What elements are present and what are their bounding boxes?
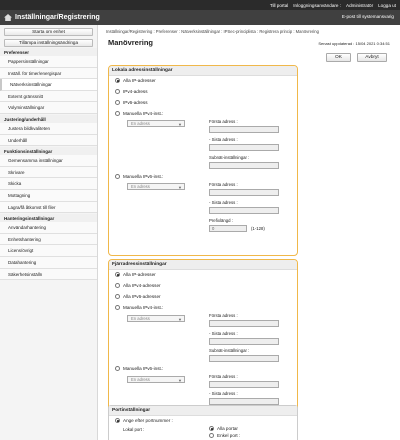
select-value: En adress	[131, 377, 150, 382]
local-ipv4-type-select[interactable]	[127, 120, 185, 127]
last-updated: Senast uppdaterad : 15/04 2021 0:34:51	[318, 41, 390, 46]
remote-last6-input[interactable]	[209, 398, 279, 405]
remote-first6-label: Första adress :	[209, 374, 238, 379]
radio-icon[interactable]	[115, 78, 120, 83]
local-opt-manual-ipv4[interactable]	[115, 111, 163, 116]
local-subnet-input[interactable]	[209, 162, 279, 169]
remote-last6-label: - Sista adress :	[209, 391, 238, 396]
sidebar-item[interactable]: Gemensamma inställningar	[0, 155, 97, 167]
home-icon[interactable]	[4, 14, 12, 21]
select-value: En adress	[131, 184, 150, 189]
section-header: Fjärradressinställningar	[109, 260, 297, 270]
sidebar-item[interactable]: Pappersinställningar	[0, 56, 97, 68]
logout-link[interactable]: Logga ut	[378, 2, 396, 8]
login-user-label: Inloggningsanvändare :	[293, 2, 342, 8]
restart-device-button[interactable]: Starta om enhet	[4, 28, 93, 36]
radio-label: Alla IPv4-adresser	[123, 283, 161, 288]
radio-icon[interactable]	[209, 433, 214, 438]
remote-first-label: Första adress :	[209, 313, 238, 318]
radio-icon[interactable]	[115, 174, 120, 179]
local-last6-input[interactable]	[209, 207, 279, 214]
sidebar-menu	[0, 48, 97, 280]
sidebar-item[interactable]: Lagra/få åtkomst till filer	[0, 202, 97, 214]
local-port-label: Lokal port :	[123, 427, 145, 432]
main-content	[106, 25, 400, 440]
local-address-section	[108, 65, 298, 256]
radio-label: Ange efter portnummer :	[123, 418, 173, 423]
section-header: Lokala adressinställningar	[109, 66, 297, 76]
radio-icon[interactable]	[115, 89, 120, 94]
chevron-down-icon: ▼	[178, 185, 182, 190]
page-title: Manövrering	[108, 38, 154, 47]
radio-icon[interactable]	[115, 294, 120, 299]
port-opt-single[interactable]	[209, 433, 240, 438]
apply-settings-button[interactable]: Tillämpa inställningsändringa	[4, 39, 93, 47]
remote-first6-input[interactable]	[209, 381, 279, 388]
radio-label: Manuella IPv6-inst.:	[123, 366, 164, 371]
local-last-label: - Sista adress :	[209, 137, 238, 142]
radio-label: Alla IPv6-adresser	[123, 294, 161, 299]
remote-opt-ipv6[interactable]	[115, 294, 161, 299]
user-role: Administratör	[346, 2, 374, 8]
radio-label: Enkel port :	[217, 433, 241, 438]
local-opt-manual-ipv6[interactable]	[115, 174, 163, 179]
select-value: En adress	[131, 316, 150, 321]
sidebar-item[interactable]: Enhetshantering	[0, 234, 97, 246]
radio-label: IPv6-adress	[123, 100, 148, 105]
remote-last-label: - Sista adress :	[209, 331, 238, 336]
top-bar	[0, 0, 400, 10]
radio-label: Manuella IPv4-inst.:	[123, 305, 164, 310]
remote-address-section	[108, 259, 298, 426]
select-value: En adress	[131, 121, 150, 126]
radio-icon[interactable]	[209, 426, 214, 431]
section-header: Portinställningar	[109, 406, 297, 416]
radio-label: Manuella IPv4-inst.:	[123, 111, 164, 116]
sidebar-item[interactable]: Skicka	[0, 178, 97, 190]
radio-icon[interactable]	[115, 418, 120, 423]
radio-icon[interactable]	[115, 100, 120, 105]
local-last-input[interactable]	[209, 144, 279, 151]
local-prefix-range: (1-128)	[251, 226, 265, 231]
sidebar-item[interactable]: Nätverksinställningar	[0, 79, 97, 91]
portal-link[interactable]: Till portal	[269, 2, 289, 8]
local-prefix-input[interactable]: 0	[209, 225, 247, 232]
radio-icon[interactable]	[115, 272, 120, 277]
sidebar-section-head: Hanteringsinställningar	[0, 214, 97, 222]
sidebar-item[interactable]: Mottagning	[0, 190, 97, 202]
radio-icon[interactable]	[115, 111, 120, 116]
local-first-input[interactable]	[209, 126, 279, 133]
remote-first-input[interactable]	[209, 320, 279, 327]
sidebar-item[interactable]: Säkerhetsinställn	[0, 269, 97, 281]
local-prefix-label: Prefixlängd :	[209, 218, 233, 223]
remote-subnet-input[interactable]	[209, 355, 279, 362]
port-section	[108, 405, 298, 440]
remote-ipv4-type-select[interactable]	[127, 315, 185, 322]
sidebar-item[interactable]: Licens/övrigt	[0, 245, 97, 257]
sidebar-section-head: Funktionsinställningar	[0, 147, 97, 155]
sidebar-section-head: Preferenser	[0, 48, 97, 56]
radio-label: IPv4-adress	[123, 89, 148, 94]
port-opt-number[interactable]	[115, 418, 173, 423]
chevron-down-icon: ▼	[178, 122, 182, 127]
local-first-label: Första adress :	[209, 119, 238, 124]
local-ipv6-type-select[interactable]	[127, 183, 185, 190]
radio-label: Manuella IPv6-inst.:	[123, 174, 164, 179]
sidebar-item[interactable]: Inställ. för timer/energispar	[0, 68, 97, 80]
local-subnet-label: Subnät-inställningar :	[209, 155, 250, 160]
local-first6-label: Första adress :	[209, 182, 238, 187]
app-title-bar	[0, 10, 400, 25]
local-first6-input[interactable]	[209, 189, 279, 196]
sidebar-section-head: Justering/underhåll	[0, 115, 97, 123]
remote-opt-manual-ipv4[interactable]	[115, 305, 163, 310]
chevron-down-icon: ▼	[178, 378, 182, 383]
local-last6-label: - Sista adress :	[209, 200, 238, 205]
sidebar-item[interactable]: Skrivare	[0, 167, 97, 179]
sidebar-item[interactable]: Externt gränssnitt	[0, 91, 97, 103]
port-opt-all[interactable]	[209, 426, 238, 431]
sidebar-item[interactable]: Justera bildkvaliteten	[0, 123, 97, 135]
sidebar	[0, 25, 98, 440]
remote-last-input[interactable]	[209, 338, 279, 345]
remote-opt-manual-ipv6[interactable]	[115, 366, 163, 371]
radio-icon[interactable]	[115, 283, 120, 288]
local-opt-ipv6[interactable]	[115, 100, 148, 105]
local-opt-all[interactable]	[115, 78, 156, 83]
remote-opt-all[interactable]	[115, 272, 156, 277]
email-admin-link[interactable]: E-post till systemansvarig	[341, 14, 394, 19]
radio-icon[interactable]	[115, 305, 120, 310]
remote-opt-ipv4[interactable]	[115, 283, 161, 288]
sidebar-item[interactable]: Volyminställningar	[0, 102, 97, 114]
radio-icon[interactable]	[115, 366, 120, 371]
ok-button[interactable]: OK	[326, 53, 351, 62]
radio-label: Alla IP-adresser	[123, 78, 156, 83]
breadcrumb: Inställningar/Registrering : Preferenser : Nätverksinställningar : IPSec-principlista : Registrera princip : Manövrering	[106, 29, 319, 34]
remote-subnet-label: Subnät-inställningar :	[209, 348, 250, 353]
app-title: Inställningar/Registrering	[15, 14, 100, 21]
sidebar-item[interactable]: Datahantering	[0, 257, 97, 269]
radio-label: Alla IP-adresser	[123, 272, 156, 277]
sidebar-item[interactable]: Underhåll	[0, 135, 97, 147]
sidebar-item[interactable]: Användarhantering	[0, 222, 97, 234]
local-opt-ipv4[interactable]	[115, 89, 148, 94]
cancel-button[interactable]: Avbryt	[357, 53, 387, 62]
radio-label: Alla portar	[217, 426, 238, 431]
chevron-down-icon: ▼	[178, 317, 182, 322]
remote-ipv6-type-select[interactable]	[127, 376, 185, 383]
